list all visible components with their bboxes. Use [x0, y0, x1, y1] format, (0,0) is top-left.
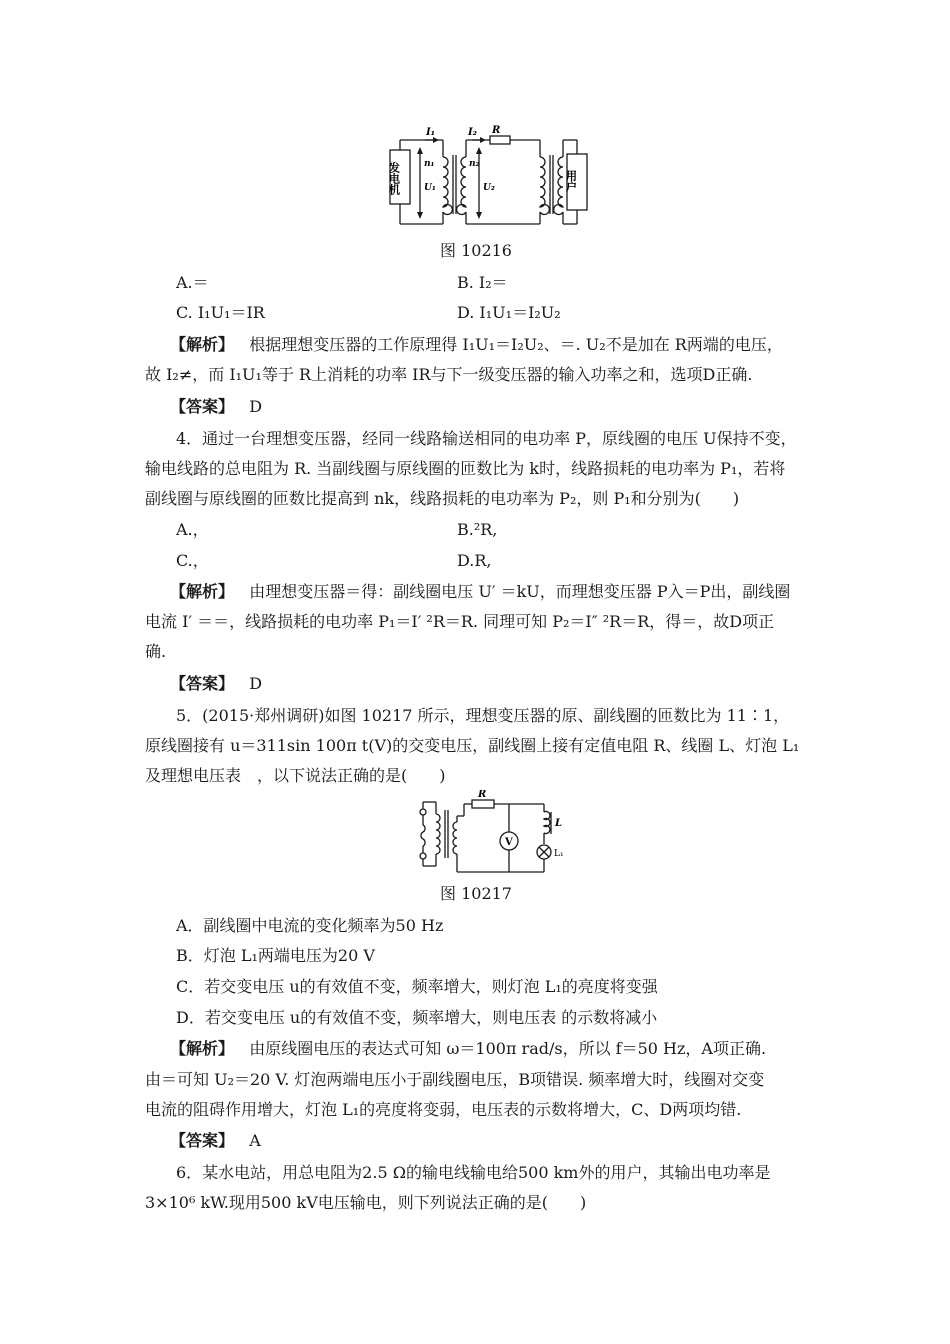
q6-stem-line-1: 6．某水电站，用总电阻为2.5 Ω的输电线输电给500 km外的用户，其输出电功率是 [176, 1163, 771, 1182]
q3-analysis-line-1 [170, 335, 783, 355]
q5-answer [170, 1131, 261, 1151]
q4-option-d: D.R, [457, 551, 492, 570]
n2-label: n₂ [469, 159, 480, 169]
r-label: R [492, 125, 501, 136]
secondary-coil-2 [554, 157, 563, 215]
analysis-tag: 【解析】 [170, 1039, 235, 1058]
q5-analysis-line-2: 由＝可知 U₂＝20 V. 灯泡两端电压小于副线圈电压，B项错误. 频率增大时，线圈对交变 [145, 1070, 765, 1089]
inductor-l [544, 812, 550, 834]
ac-source-top [420, 809, 426, 815]
q3-answer [170, 397, 262, 417]
ac-source-bottom [420, 853, 426, 859]
transformer-load-circuit-diagram [412, 790, 577, 875]
i2-label: I₂ [468, 127, 478, 138]
answer-tag: 【答案】 [170, 674, 235, 693]
q5-option-d: D．若交变电压 u的有效值不变，频率增大，则电压表 的示数将减小 [176, 1008, 658, 1027]
q5-stem-line-2: 原线圈接有 u＝311sin 100π t(V)的交变电压，副线圈上接有定值电阻 R、线圈 L、灯泡 L₁ [145, 736, 800, 755]
figure-caption-2: 图 10217 [440, 884, 512, 903]
secondary-coil-1 [457, 157, 466, 215]
line-resistor [490, 136, 510, 144]
q5-option-c: C．若交变电压 u的有效值不变，频率增大，则灯泡 L₁的亮度将变强 [176, 977, 658, 996]
answer-tag: 【答案】 [170, 397, 235, 416]
q5-stem-line-1: 5．(2015·郑州调研)如图 10217 所示，理想变压器的原、副线圈的匝数比为 11∶1， [176, 706, 790, 725]
answer-value: D [249, 674, 263, 693]
q5-stem-line-3: 及理想电压表 ，以下说法正确的是( ) [145, 766, 446, 785]
q3-option-d: D. I₁U₁＝I₂U₂ [457, 303, 561, 322]
q4-stem-line-1: 4．通过一台理想变压器，经同一线路输送相同的电功率 P，原线圈的电压 U保持不变， [176, 429, 797, 448]
answer-value: A [249, 1131, 261, 1150]
q3-analysis-line-2: 故 I₂≠，而 I₁U₁等于 R上消耗的功率 IR与下一级变压器的输入功率之和，选项D正确. [145, 365, 753, 384]
q4-analysis-line-3: 确. [145, 642, 167, 661]
source-wave [421, 825, 425, 846]
l-label: L [555, 818, 563, 829]
resistor-r [472, 800, 494, 808]
q4-option-b: B.²R, [457, 520, 498, 539]
analysis-text: 由理想变压器＝得：副线圈电压 U′ ＝kU，而理想变压器 P入＝P出，副线圈 [249, 582, 791, 601]
voltmeter-label: V [505, 837, 513, 848]
q5-option-a: A．副线圈中电流的变化频率为50 Hz [176, 916, 444, 935]
q5-option-b: B．灯泡 L₁两端电压为20 V [176, 946, 375, 965]
primary-coil-1 [443, 157, 452, 215]
i1-label: I₁ [426, 127, 436, 138]
analysis-tag: 【解析】 [170, 582, 235, 601]
n1-label: n₁ [424, 159, 435, 169]
q4-analysis-line-1 [170, 582, 790, 602]
analysis-text: 由原线圈电压的表达式可知 ω＝100π rad/s，所以 f＝50 Hz，A项正确. [249, 1039, 767, 1058]
user-label: 用户 [564, 170, 578, 192]
q4-answer [170, 674, 262, 694]
u1-label: U₁ [424, 183, 436, 193]
figure-caption-1: 图 10216 [440, 241, 512, 260]
q3-option-c: C. I₁U₁＝IR [176, 303, 265, 322]
q4-analysis-line-2: 电流 I′ ＝＝，线路损耗的电功率 P₁＝I′ ²R＝R. 同理可知 P₂＝I″ ²R＝R，得＝，故D项正 [145, 612, 775, 631]
q4-option-a: A.， [176, 520, 209, 539]
analysis-tag: 【解析】 [170, 335, 235, 354]
generator-label: 发电机 [387, 162, 401, 195]
r-label: R [478, 790, 487, 800]
answer-value: D [249, 397, 263, 416]
q5-analysis-line-3: 电流的阻碍作用增大，灯泡 L₁的亮度将变弱，电压表的示数将增大，C、D两项均错. [145, 1100, 742, 1119]
q3-option-b: B. I₂＝ [457, 273, 508, 292]
l1-label: L₁ [554, 849, 564, 859]
q6-stem-line-2: 3×10⁶ kW.现用500 kV电压输电，则下列说法正确的是( ) [145, 1193, 587, 1212]
q4-stem-line-2: 输电线路的总电阻为 R. 当副线圈与原线圈的匝数比为 k时，线路损耗的电功率为 P₁，若将 [145, 459, 786, 478]
q3-option-a: A.＝ [176, 273, 209, 292]
answer-tag: 【答案】 [170, 1131, 235, 1150]
q4-stem-line-3: 副线圈与原线圈的匝数比提高到 nk，线路损耗的电功率为 P₂，则 P₁和分别为( ) [145, 489, 740, 508]
secondary-coil [453, 822, 457, 854]
analysis-text: 根据理想变压器的工作原理得 I₁U₁＝I₂U₂、＝. U₂不是加在 R两端的电压， [249, 335, 783, 354]
primary-coil-2 [540, 157, 549, 215]
primary-coil [436, 814, 440, 854]
q4-option-c: C.， [176, 551, 209, 570]
transmission-circuit-diagram [380, 122, 590, 232]
u2-label: U₂ [483, 183, 495, 193]
q5-analysis-line-1 [170, 1039, 766, 1059]
